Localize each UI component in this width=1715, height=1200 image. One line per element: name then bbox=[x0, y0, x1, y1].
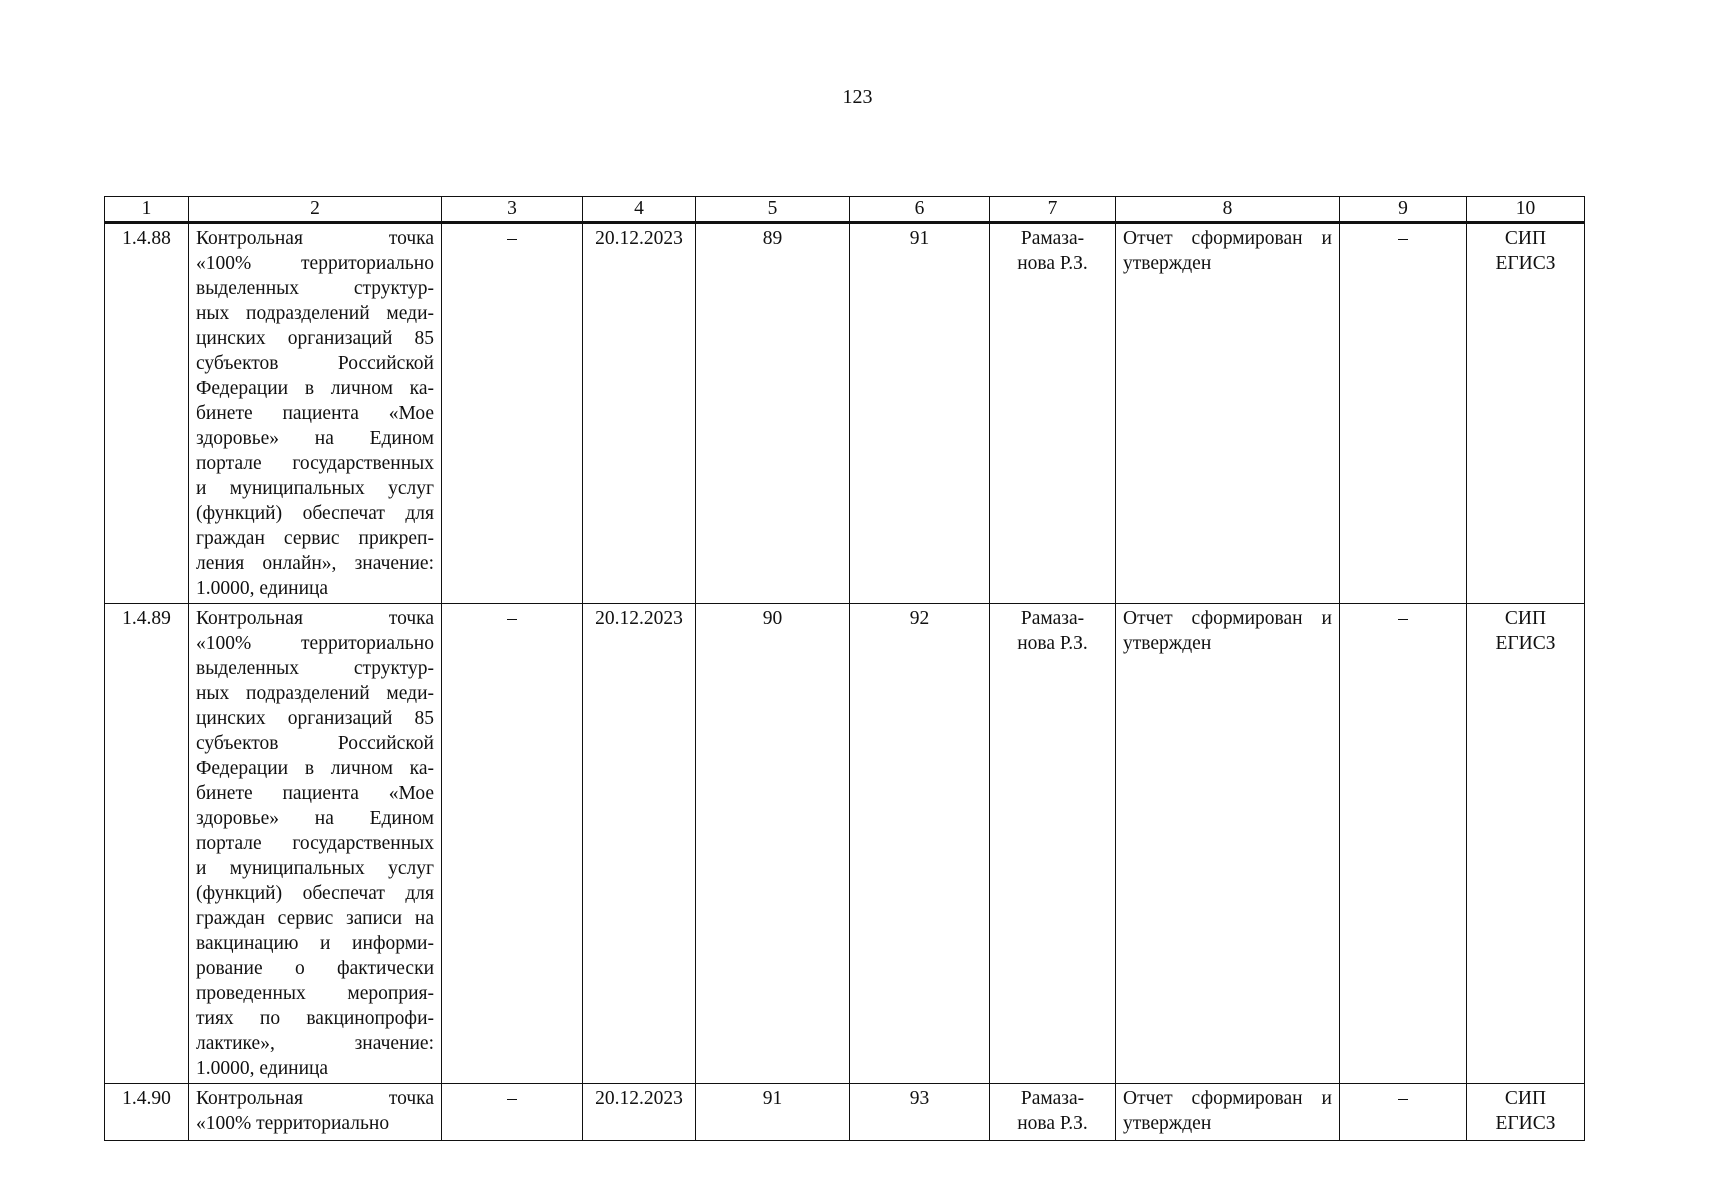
description-line: субъектов Российской bbox=[196, 733, 434, 754]
row-result: Отчет сформирован и утвержден bbox=[1116, 1084, 1340, 1141]
description-line: «100% территориально bbox=[196, 1113, 390, 1134]
description-line: Контрольная точка bbox=[196, 228, 434, 249]
description-line: здоровье» на Едином bbox=[196, 428, 434, 449]
description-line: граждан сервис прикреп- bbox=[196, 528, 434, 549]
row-col-5: 89 bbox=[696, 223, 850, 604]
row-col-9: – bbox=[1340, 223, 1467, 604]
header-col-7: 7 bbox=[990, 197, 1116, 223]
row-description bbox=[189, 1084, 442, 1141]
description-line: бинете пациента «Мое bbox=[196, 403, 434, 424]
row-responsible: Рамаза- нова Р.З. bbox=[990, 223, 1116, 604]
row-col-6: 91 bbox=[850, 223, 990, 604]
header-col-5: 5 bbox=[696, 197, 850, 223]
description-line: (функций) обеспечат для bbox=[196, 883, 434, 904]
description-line: Контрольная точка bbox=[196, 608, 434, 629]
table-row bbox=[105, 604, 1585, 1084]
row-col-9: – bbox=[1340, 1084, 1467, 1141]
row-result: Отчет сформирован и утвержден bbox=[1116, 604, 1340, 1084]
row-col-6: 92 bbox=[850, 604, 990, 1084]
row-number: 1.4.88 bbox=[105, 223, 189, 604]
row-responsible: Рамаза- нова Р.З. bbox=[990, 1084, 1116, 1141]
description-line: «100% территориально bbox=[196, 633, 434, 654]
header-col-8: 8 bbox=[1116, 197, 1340, 223]
row-col-3: – bbox=[442, 604, 583, 1084]
description-line: ления онлайн», значение: bbox=[196, 553, 434, 574]
description-line: выделенных структур- bbox=[196, 278, 434, 299]
description-line: цинских организаций 85 bbox=[196, 328, 434, 349]
row-system: СИП ЕГИСЗ bbox=[1467, 223, 1585, 604]
description-line: Федерации в личном ка- bbox=[196, 758, 434, 779]
header-col-3: 3 bbox=[442, 197, 583, 223]
description-line: портале государственных bbox=[196, 453, 434, 474]
description-line: (функций) обеспечат для bbox=[196, 503, 434, 524]
description-line: выделенных структур- bbox=[196, 658, 434, 679]
description-line: портале государственных bbox=[196, 833, 434, 854]
page-number: 123 bbox=[842, 86, 873, 108]
row-date: 20.12.2023 bbox=[583, 223, 696, 604]
row-date: 20.12.2023 bbox=[583, 1084, 696, 1141]
description-line: субъектов Российской bbox=[196, 353, 434, 374]
table-row bbox=[105, 223, 1585, 604]
header-col-9: 9 bbox=[1340, 197, 1467, 223]
row-col-5: 91 bbox=[696, 1084, 850, 1141]
row-col-9: – bbox=[1340, 604, 1467, 1084]
description-line: бинете пациента «Мое bbox=[196, 783, 434, 804]
header-col-1: 1 bbox=[105, 197, 189, 223]
description-line: Федерации в личном ка- bbox=[196, 378, 434, 399]
header-row bbox=[105, 197, 1585, 223]
description-line: 1.0000, единица bbox=[196, 1058, 329, 1079]
header-col-10: 10 bbox=[1467, 197, 1585, 223]
row-system: СИП ЕГИСЗ bbox=[1467, 604, 1585, 1084]
header-col-4: 4 bbox=[583, 197, 696, 223]
row-col-6: 93 bbox=[850, 1084, 990, 1141]
row-description bbox=[189, 223, 442, 604]
row-col-5: 90 bbox=[696, 604, 850, 1084]
description-line: «100% территориально bbox=[196, 253, 434, 274]
header-col-2: 2 bbox=[189, 197, 442, 223]
description-line: Контрольная точка bbox=[196, 1088, 434, 1109]
table-row bbox=[105, 1084, 1585, 1141]
description-line: ных подразделений меди- bbox=[196, 303, 434, 324]
description-line: и муниципальных услуг bbox=[196, 858, 434, 879]
description-line: ных подразделений меди- bbox=[196, 683, 434, 704]
header-col-6: 6 bbox=[850, 197, 990, 223]
row-col-3: – bbox=[442, 1084, 583, 1141]
description-line: здоровье» на Едином bbox=[196, 808, 434, 829]
row-system: СИП ЕГИСЗ bbox=[1467, 1084, 1585, 1141]
description-line: тиях по вакцинопрофи- bbox=[196, 1008, 434, 1029]
description-line: лактике», значение: bbox=[196, 1033, 434, 1054]
description-line: рование о фактически bbox=[196, 958, 434, 979]
description-line: вакцинацию и информи- bbox=[196, 933, 434, 954]
row-number: 1.4.90 bbox=[105, 1084, 189, 1141]
description-line: цинских организаций 85 bbox=[196, 708, 434, 729]
table-body bbox=[105, 223, 1585, 1141]
row-date: 20.12.2023 bbox=[583, 604, 696, 1084]
plan-table bbox=[104, 196, 1585, 1141]
row-description bbox=[189, 604, 442, 1084]
row-responsible: Рамаза- нова Р.З. bbox=[990, 604, 1116, 1084]
row-number: 1.4.89 bbox=[105, 604, 189, 1084]
row-result: Отчет сформирован и утвержден bbox=[1116, 223, 1340, 604]
description-line: 1.0000, единица bbox=[196, 578, 329, 599]
description-line: граждан сервис записи на bbox=[196, 908, 434, 929]
description-line: и муниципальных услуг bbox=[196, 478, 434, 499]
description-line: проведенных мероприя- bbox=[196, 983, 434, 1004]
row-col-3: – bbox=[442, 223, 583, 604]
